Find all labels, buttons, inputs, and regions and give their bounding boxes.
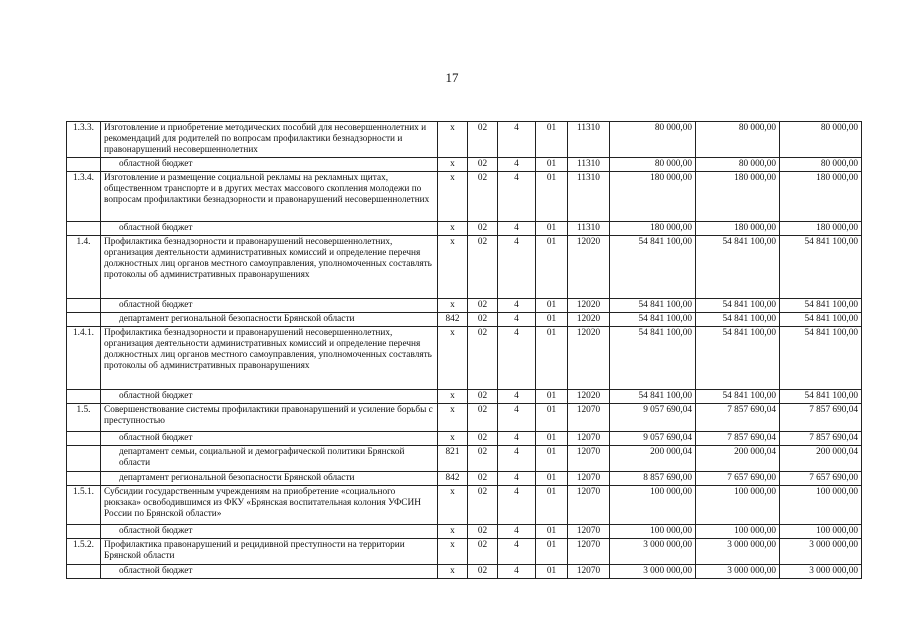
row-code (67, 565, 101, 579)
row-subsection: 4 (498, 172, 536, 222)
row-amount-year-1: 54 841 100,00 (610, 236, 696, 299)
row-subsection: 4 (498, 122, 536, 158)
row-subsection: 4 (498, 565, 536, 579)
row-program-code: 01 (536, 172, 568, 222)
row-name: областной бюджет (101, 299, 438, 313)
row-target-code: 12070 (568, 446, 610, 472)
row-amount-year-2: 54 841 100,00 (696, 327, 780, 390)
row-grbs: x (438, 158, 468, 172)
row-grbs: 821 (438, 446, 468, 472)
row-grbs: x (438, 327, 468, 390)
row-amount-year-3: 54 841 100,00 (780, 390, 862, 404)
row-subsection: 4 (498, 539, 536, 565)
row-amount-year-3: 54 841 100,00 (780, 236, 862, 299)
table-row (67, 313, 862, 327)
row-amount-year-1: 100 000,00 (610, 486, 696, 525)
row-subsection: 4 (498, 525, 536, 539)
row-target-code: 11310 (568, 172, 610, 222)
row-amount-year-3: 54 841 100,00 (780, 313, 862, 327)
row-code: 1.3.4. (67, 172, 101, 222)
row-grbs: x (438, 404, 468, 432)
row-amount-year-2: 100 000,00 (696, 486, 780, 525)
row-section: 02 (468, 122, 498, 158)
row-target-code: 12020 (568, 299, 610, 313)
row-amount-year-1: 54 841 100,00 (610, 313, 696, 327)
row-code: 1.3.3. (67, 122, 101, 158)
table-row (67, 432, 862, 446)
row-amount-year-1: 3 000 000,00 (610, 539, 696, 565)
row-target-code: 12020 (568, 313, 610, 327)
table-row (67, 472, 862, 486)
row-grbs: x (438, 299, 468, 313)
row-subsection: 4 (498, 222, 536, 236)
row-code: 1.5.1. (67, 486, 101, 525)
row-target-code: 12020 (568, 327, 610, 390)
row-code (67, 222, 101, 236)
row-section: 02 (468, 446, 498, 472)
table-row (67, 486, 862, 525)
row-program-code: 01 (536, 327, 568, 390)
table-row (67, 222, 862, 236)
row-amount-year-3: 100 000,00 (780, 525, 862, 539)
row-target-code: 12070 (568, 432, 610, 446)
row-name: Изготовление и приобретение методических пособий для несовершеннолетних и рекомендаций для родителей по вопросам профилактики безнадзорности и правонарушений несовершеннолетних (101, 122, 438, 158)
row-code (67, 158, 101, 172)
row-amount-year-1: 200 000,04 (610, 446, 696, 472)
row-target-code: 12020 (568, 390, 610, 404)
table-row (67, 172, 862, 222)
row-grbs: x (438, 222, 468, 236)
row-amount-year-2: 3 000 000,00 (696, 565, 780, 579)
row-code (67, 432, 101, 446)
row-grbs: x (438, 390, 468, 404)
row-target-code: 12070 (568, 472, 610, 486)
row-amount-year-3: 80 000,00 (780, 158, 862, 172)
row-amount-year-3: 54 841 100,00 (780, 299, 862, 313)
row-section: 02 (468, 472, 498, 486)
row-program-code: 01 (536, 486, 568, 525)
row-target-code: 12070 (568, 486, 610, 525)
row-section: 02 (468, 404, 498, 432)
row-code (67, 313, 101, 327)
row-amount-year-2: 80 000,00 (696, 122, 780, 158)
row-code: 1.4.1. (67, 327, 101, 390)
row-subsection: 4 (498, 390, 536, 404)
row-amount-year-1: 9 057 690,04 (610, 404, 696, 432)
row-subsection: 4 (498, 404, 536, 432)
row-section: 02 (468, 313, 498, 327)
row-program-code: 01 (536, 236, 568, 299)
row-name: департамент семьи, социальной и демографической политики Брянской области (101, 446, 438, 472)
row-grbs: x (438, 539, 468, 565)
row-amount-year-1: 180 000,00 (610, 222, 696, 236)
row-program-code: 01 (536, 539, 568, 565)
row-amount-year-3: 200 000,04 (780, 446, 862, 472)
row-amount-year-1: 54 841 100,00 (610, 299, 696, 313)
row-target-code: 11310 (568, 158, 610, 172)
row-name: областной бюджет (101, 525, 438, 539)
row-amount-year-1: 100 000,00 (610, 525, 696, 539)
row-subsection: 4 (498, 158, 536, 172)
row-amount-year-3: 3 000 000,00 (780, 565, 862, 579)
row-amount-year-1: 180 000,00 (610, 172, 696, 222)
row-section: 02 (468, 432, 498, 446)
row-name: Совершенствование системы профилактики правонарушений и усиление борьбы с преступностью (101, 404, 438, 432)
row-name: департамент региональной безопасности Брянской области (101, 472, 438, 486)
table-row (67, 539, 862, 565)
row-name: областной бюджет (101, 432, 438, 446)
table-row (67, 525, 862, 539)
row-name: Профилактика безнадзорности и правонарушений несовершеннолетних, организация деятельности административных комиссий и определение перечня должностных лиц органов местного самоуправления, уполномоченных составлять протоколы об административных правонарушениях (101, 236, 438, 299)
row-program-code: 01 (536, 313, 568, 327)
row-amount-year-2: 54 841 100,00 (696, 313, 780, 327)
table-row (67, 404, 862, 432)
table-row (67, 122, 862, 158)
row-target-code: 12070 (568, 404, 610, 432)
row-amount-year-2: 54 841 100,00 (696, 236, 780, 299)
row-subsection: 4 (498, 299, 536, 313)
row-section: 02 (468, 299, 498, 313)
row-amount-year-2: 7 857 690,04 (696, 432, 780, 446)
row-section: 02 (468, 172, 498, 222)
row-target-code: 11310 (568, 122, 610, 158)
row-amount-year-1: 54 841 100,00 (610, 327, 696, 390)
row-amount-year-3: 100 000,00 (780, 486, 862, 525)
row-name: Субсидии государственным учреждениям на приобретение «социального рюкзака» освободившимся из ФКУ «Брянская воспитательная колония УФСИН России по Брянской области» (101, 486, 438, 525)
table-row (67, 446, 862, 472)
row-amount-year-1: 80 000,00 (610, 158, 696, 172)
row-amount-year-1: 80 000,00 (610, 122, 696, 158)
row-program-code: 01 (536, 432, 568, 446)
row-subsection: 4 (498, 446, 536, 472)
table-row (67, 565, 862, 579)
row-amount-year-3: 80 000,00 (780, 122, 862, 158)
row-section: 02 (468, 539, 498, 565)
row-code (67, 525, 101, 539)
row-program-code: 01 (536, 122, 568, 158)
row-program-code: 01 (536, 565, 568, 579)
row-grbs: x (438, 486, 468, 525)
row-amount-year-3: 180 000,00 (780, 172, 862, 222)
row-name: областной бюджет (101, 390, 438, 404)
row-amount-year-2: 54 841 100,00 (696, 299, 780, 313)
row-section: 02 (468, 486, 498, 525)
row-target-code: 12070 (568, 525, 610, 539)
row-grbs: x (438, 172, 468, 222)
row-program-code: 01 (536, 446, 568, 472)
row-amount-year-2: 100 000,00 (696, 525, 780, 539)
row-amount-year-3: 7 857 690,04 (780, 404, 862, 432)
row-amount-year-1: 3 000 000,00 (610, 565, 696, 579)
table-row (67, 299, 862, 313)
row-section: 02 (468, 390, 498, 404)
row-amount-year-1: 8 857 690,00 (610, 472, 696, 486)
row-amount-year-2: 180 000,00 (696, 222, 780, 236)
row-section: 02 (468, 158, 498, 172)
row-grbs: x (438, 565, 468, 579)
row-code (67, 472, 101, 486)
row-program-code: 01 (536, 158, 568, 172)
page-number: 17 (445, 70, 459, 85)
row-target-code: 12020 (568, 236, 610, 299)
row-grbs: 842 (438, 313, 468, 327)
row-target-code: 12070 (568, 539, 610, 565)
row-code: 1.4. (67, 236, 101, 299)
row-program-code: 01 (536, 404, 568, 432)
row-amount-year-2: 7 657 690,00 (696, 472, 780, 486)
row-code: 1.5. (67, 404, 101, 432)
row-section: 02 (468, 565, 498, 579)
row-amount-year-2: 7 857 690,04 (696, 404, 780, 432)
table-row (67, 236, 862, 299)
row-code (67, 299, 101, 313)
row-amount-year-2: 54 841 100,00 (696, 390, 780, 404)
row-grbs: x (438, 525, 468, 539)
row-section: 02 (468, 327, 498, 390)
row-amount-year-3: 54 841 100,00 (780, 327, 862, 390)
table-row (67, 327, 862, 390)
row-subsection: 4 (498, 313, 536, 327)
row-amount-year-2: 180 000,00 (696, 172, 780, 222)
row-section: 02 (468, 236, 498, 299)
row-code (67, 390, 101, 404)
row-program-code: 01 (536, 299, 568, 313)
row-name: департамент региональной безопасности Брянской области (101, 313, 438, 327)
row-subsection: 4 (498, 327, 536, 390)
row-section: 02 (468, 222, 498, 236)
row-amount-year-3: 180 000,00 (780, 222, 862, 236)
row-name: областной бюджет (101, 565, 438, 579)
row-code: 1.5.2. (67, 539, 101, 565)
row-program-code: 01 (536, 222, 568, 236)
row-subsection: 4 (498, 472, 536, 486)
table-row (67, 158, 862, 172)
row-name: Профилактика безнадзорности и правонарушений несовершеннолетних, организация деятельности административных комиссий и определение перечня должностных лиц органов местного самоуправления, уполномоченных составлять протоколы об административных правонарушениях (101, 327, 438, 390)
row-name: областной бюджет (101, 158, 438, 172)
budget-table (66, 121, 862, 579)
row-grbs: 842 (438, 472, 468, 486)
row-target-code: 11310 (568, 222, 610, 236)
row-program-code: 01 (536, 472, 568, 486)
row-subsection: 4 (498, 486, 536, 525)
row-name: Профилактика правонарушений и рецидивной преступности на территории Брянской области (101, 539, 438, 565)
row-grbs: x (438, 236, 468, 299)
table-row (67, 390, 862, 404)
row-amount-year-3: 7 857 690,04 (780, 432, 862, 446)
row-amount-year-3: 7 657 690,00 (780, 472, 862, 486)
row-grbs: x (438, 432, 468, 446)
row-amount-year-2: 200 000,04 (696, 446, 780, 472)
row-code (67, 446, 101, 472)
row-name: областной бюджет (101, 222, 438, 236)
row-subsection: 4 (498, 432, 536, 446)
row-target-code: 12070 (568, 565, 610, 579)
row-program-code: 01 (536, 390, 568, 404)
row-name: Изготовление и размещение социальной рекламы на рекламных щитах, общественном транспорте и в других местах массового скопления молодежи по вопросам профилактики безнадзорности и правонарушений несовершеннолетних (101, 172, 438, 222)
row-amount-year-2: 80 000,00 (696, 158, 780, 172)
row-grbs: x (438, 122, 468, 158)
row-amount-year-1: 9 057 690,04 (610, 432, 696, 446)
row-amount-year-1: 54 841 100,00 (610, 390, 696, 404)
row-amount-year-2: 3 000 000,00 (696, 539, 780, 565)
row-section: 02 (468, 525, 498, 539)
row-subsection: 4 (498, 236, 536, 299)
row-program-code: 01 (536, 525, 568, 539)
row-amount-year-3: 3 000 000,00 (780, 539, 862, 565)
